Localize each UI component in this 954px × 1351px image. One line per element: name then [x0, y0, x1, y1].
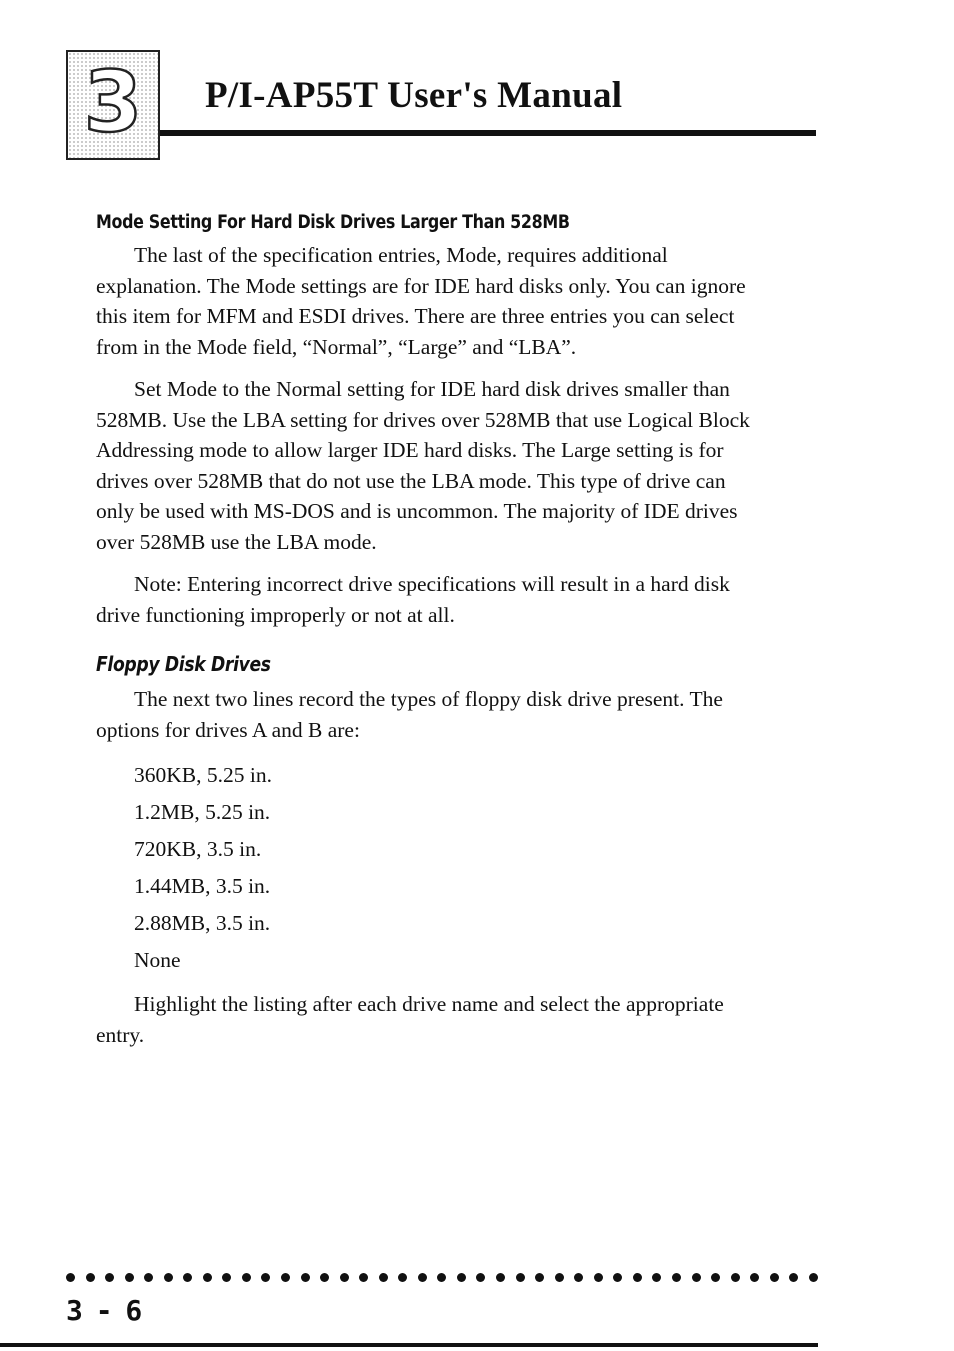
- footer-dot: [789, 1273, 798, 1282]
- footer-dot: [594, 1273, 603, 1282]
- floppy-option: 1.44MB, 3.5 in.: [134, 874, 271, 898]
- footer-dot: [144, 1273, 153, 1282]
- bottom-rule: [0, 1343, 818, 1347]
- footer-dot: [692, 1273, 701, 1282]
- footer-dot: [183, 1273, 192, 1282]
- page-content: [96, 212, 768, 1062]
- footer-dot: [379, 1273, 388, 1282]
- note-paragraph: Note: Entering incorrect drive specifications will result in a hard disk drive functioning improperly or not at all.: [96, 572, 730, 627]
- floppy-option: 1.2MB, 5.25 in.: [134, 800, 271, 824]
- footer-dot-divider: [66, 1269, 818, 1285]
- floppy-heading: Floppy Disk Drives: [96, 652, 271, 676]
- floppy-closing: Highlight the listing after each drive name and select the appropriate entry.: [96, 992, 724, 1047]
- footer-dot: [770, 1273, 779, 1282]
- footer-dot: [222, 1273, 231, 1282]
- footer-dot: [164, 1273, 173, 1282]
- footer-dot: [613, 1273, 622, 1282]
- footer-dot: [711, 1273, 720, 1282]
- floppy-option: 720KB, 3.5 in.: [134, 837, 262, 861]
- footer-dot: [809, 1273, 818, 1282]
- footer-dot: [652, 1273, 661, 1282]
- footer-dot: [242, 1273, 251, 1282]
- footer-dot: [359, 1273, 368, 1282]
- footer-dot: [555, 1273, 564, 1282]
- footer-dot: [633, 1273, 642, 1282]
- footer-dot: [340, 1273, 349, 1282]
- floppy-option: None: [134, 948, 181, 972]
- title-rule: [160, 130, 816, 136]
- mode-paragraph: Set Mode to the Normal setting for IDE hard disk drives smaller than 528MB. Use the LBA setting for drives over 528MB that use Logical Block Addressing mode to allow larger IDE hard disks. The Large setting is for drives over 528MB that do not use the LBA mode. This type of drive can only be used with MS-DOS and is uncommon. The majority of IDE drives over 528MB use the LBA mode.: [96, 377, 750, 554]
- floppy-options-list: [134, 757, 768, 979]
- mode-setting-heading: Mode Setting For Hard Disk Drives Larger Than 528MB: [96, 212, 570, 233]
- footer-dot: [398, 1273, 407, 1282]
- footer-dot: [281, 1273, 290, 1282]
- floppy-option: 2.88MB, 3.5 in.: [134, 911, 271, 935]
- mode-paragraph: The last of the specification entries, Mode, requires additional explanation. The Mode settings are for IDE hard disks only. You can ignore this item for MFM and ESDI drives. There are three entries you can select from in the Mode field, “Normal”, “Large” and “LBA”.: [96, 243, 746, 359]
- footer-dot: [125, 1273, 134, 1282]
- footer-dot: [574, 1273, 583, 1282]
- footer-dot: [66, 1273, 75, 1282]
- footer-dot: [457, 1273, 466, 1282]
- chapter-number-box: [66, 50, 160, 160]
- floppy-intro: The next two lines record the types of floppy disk drive present. The options for drives A and B are:: [96, 687, 723, 742]
- footer-dot: [672, 1273, 681, 1282]
- footer-dot: [203, 1273, 212, 1282]
- footer-dot: [496, 1273, 505, 1282]
- footer-dot: [418, 1273, 427, 1282]
- footer-dot: [731, 1273, 740, 1282]
- manual-title: P/I-AP55T User's Manual: [205, 75, 623, 116]
- footer-dot: [750, 1273, 759, 1282]
- footer-dot: [476, 1273, 485, 1282]
- chapter-number: 3: [83, 53, 143, 151]
- page-number: 3 - 6: [66, 1294, 141, 1327]
- footer-dot: [105, 1273, 114, 1282]
- footer-dot: [301, 1273, 310, 1282]
- footer-dot: [320, 1273, 329, 1282]
- footer-dot: [261, 1273, 270, 1282]
- floppy-option: 360KB, 5.25 in.: [134, 763, 272, 787]
- footer-dot: [535, 1273, 544, 1282]
- footer-dot: [86, 1273, 95, 1282]
- footer-dot: [516, 1273, 525, 1282]
- footer-dot: [437, 1273, 446, 1282]
